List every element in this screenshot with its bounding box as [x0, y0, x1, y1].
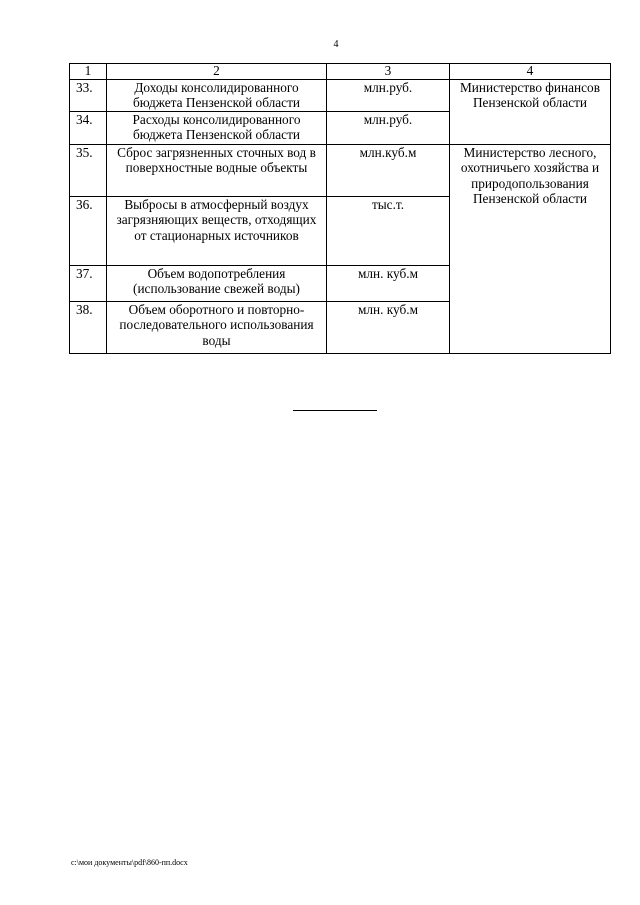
unit-cell: млн.руб. [327, 80, 450, 112]
separator-line [293, 410, 377, 411]
row-number: 35. [70, 145, 107, 197]
table-row [70, 80, 611, 112]
row-number: 36. [70, 197, 107, 266]
indicator-name: Объем оборотного и повторно-последовательного использования воды [107, 302, 327, 354]
column-header: 4 [450, 64, 611, 80]
indicators-table [69, 63, 611, 354]
indicator-name: Расходы консолидированного бюджета Пензенской области [107, 112, 327, 145]
unit-cell: млн.куб.м [327, 145, 450, 197]
unit-cell: млн. куб.м [327, 266, 450, 302]
row-number: 33. [70, 80, 107, 112]
indicator-name: Выбросы в атмосферный воздух загрязняющих веществ, отходящих от стационарных источников [107, 197, 327, 266]
column-header: 3 [327, 64, 450, 80]
column-header: 1 [70, 64, 107, 80]
unit-cell: млн.руб. [327, 112, 450, 145]
row-number: 38. [70, 302, 107, 354]
page-number: 4 [333, 39, 339, 50]
row-number: 34. [70, 112, 107, 145]
table-header-row [70, 64, 611, 80]
unit-cell: млн. куб.м [327, 302, 450, 354]
indicator-name: Объем водопотребления (использование свежей воды) [107, 266, 327, 302]
file-path: c:\мои документы\pdf\860-пп.docx [71, 858, 188, 867]
indicator-name: Сброс загрязненных сточных вод в поверхностные водные объекты [107, 145, 327, 197]
unit-cell: тыс.т. [327, 197, 450, 266]
responsible-ministry: Министерство финансов Пензенской области [450, 80, 611, 145]
indicator-name: Доходы консолидированного бюджета Пензенской области [107, 80, 327, 112]
responsible-ministry: Министерство лесного, охотничьего хозяйства и природопользования Пензенской области [450, 145, 611, 354]
row-number: 37. [70, 266, 107, 302]
column-header: 2 [107, 64, 327, 80]
table-row [70, 145, 611, 197]
